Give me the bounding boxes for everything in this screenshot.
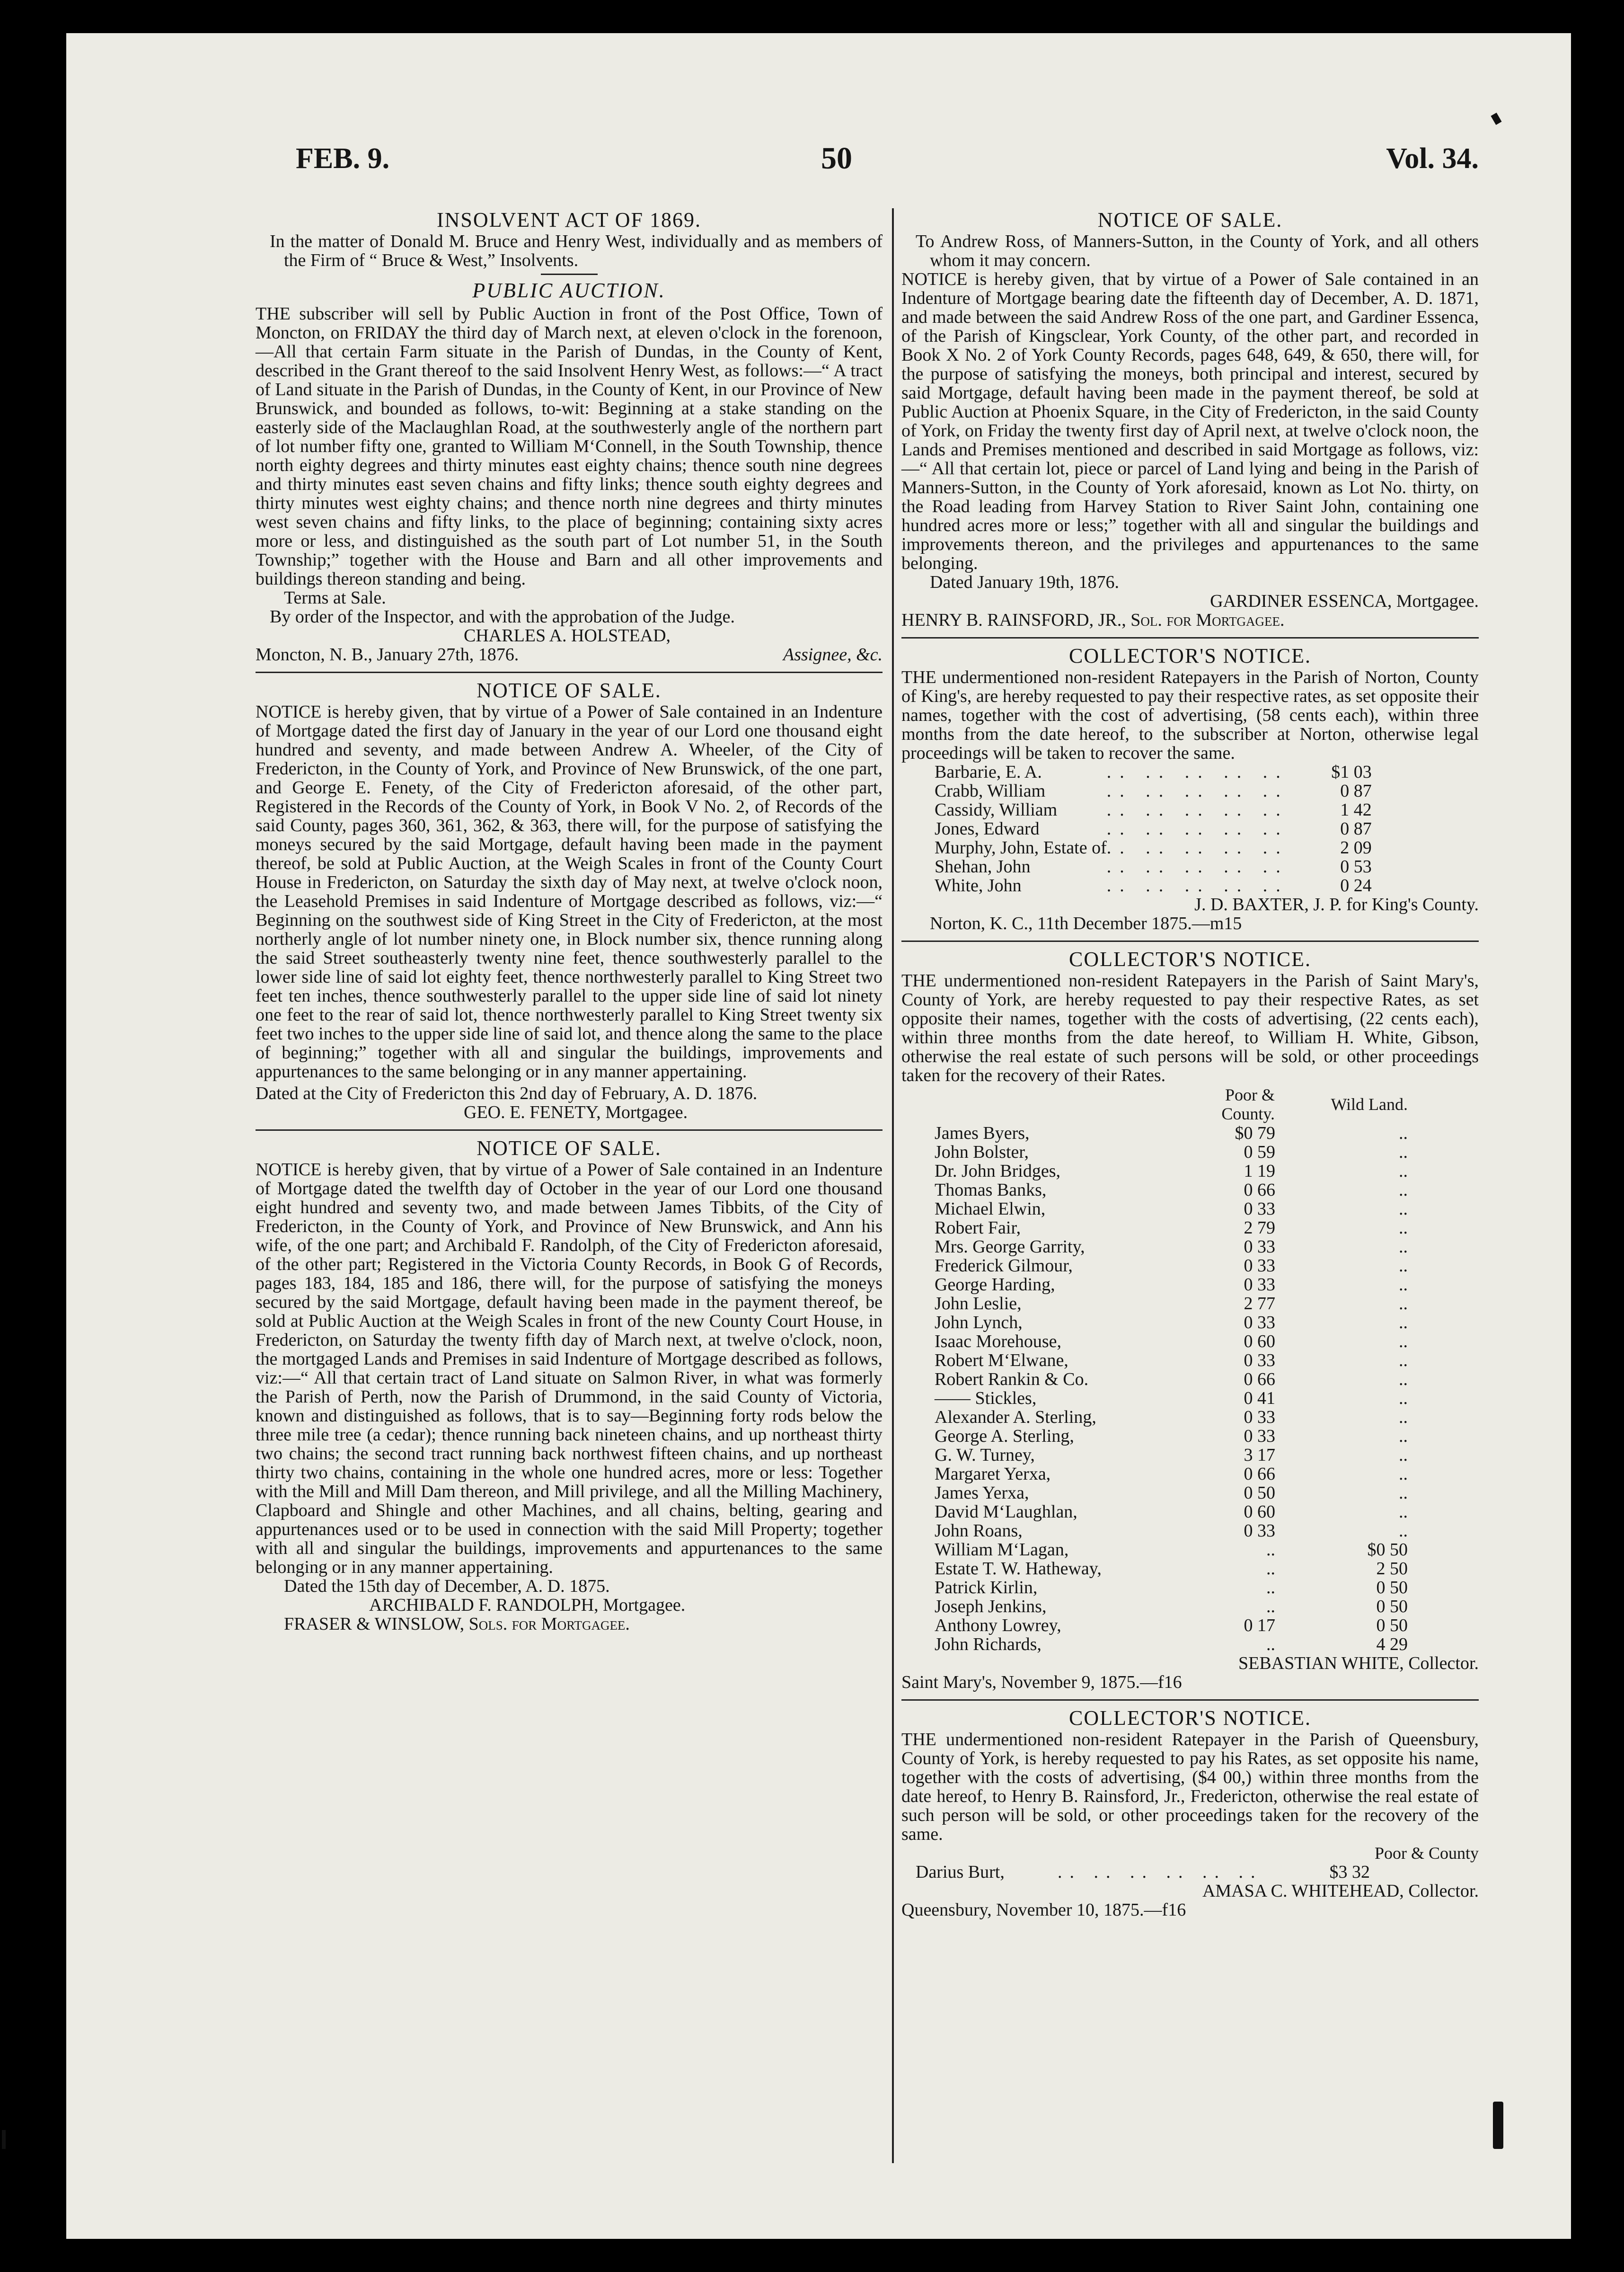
notice-signer: J. D. BAXTER, J. P. for King's County.: [1194, 895, 1479, 914]
table-row: [901, 1446, 1417, 1464]
wild-land-amount: ..: [1399, 1313, 1408, 1332]
notice-solicitor: HENRY B. RAINSFORD, JR., Sol. for Mortgagee.: [901, 610, 1285, 630]
notice-signer: CHARLES A. HOLSTEAD,: [464, 626, 671, 646]
notice-role: Assignee, &c.: [783, 645, 883, 665]
notice-signer: GARDINER ESSENCA, Mortgagee.: [1210, 591, 1479, 611]
notice-dated: Dated January 19th, 1876.: [930, 572, 1119, 592]
wild-land-amount: ..: [1399, 1369, 1408, 1389]
ratepayer-name: Anthony Lowrey,: [935, 1615, 1061, 1635]
poor-county-amount: 0 60: [1244, 1331, 1275, 1351]
table-row: [901, 1483, 1417, 1502]
ratepayer-name: Robert Rankin & Co.: [935, 1369, 1089, 1389]
ratepayer-name: Murphy, John, Estate of: [935, 838, 1107, 858]
leader-dots: .. .. .. .. ..: [1106, 838, 1289, 858]
notice-signer: SEBASTIAN WHITE, Collector.: [1238, 1653, 1479, 1673]
poor-county-amount: ..: [1266, 1559, 1275, 1579]
table-row: [901, 1578, 1417, 1597]
poor-county-amount: 0 66: [1244, 1180, 1275, 1200]
table-row: [901, 1427, 1417, 1446]
wild-land-amount: ..: [1399, 1142, 1408, 1162]
table-row: [901, 1635, 1417, 1654]
wild-land-amount: ..: [1399, 1388, 1408, 1408]
wild-land-amount: ..: [1399, 1199, 1408, 1219]
ratepayer-name: John Richards,: [935, 1634, 1041, 1654]
table-row: [901, 1256, 1417, 1275]
poor-county-amount: 1 19: [1244, 1161, 1275, 1181]
ratepayer-name: Cassidy, William: [935, 800, 1058, 820]
left-column: [256, 208, 883, 1633]
notice-of-sale-fenety: [256, 679, 883, 1122]
ratepayer-name: George A. Sterling,: [935, 1426, 1074, 1446]
notice-title: COLLECTOR'S NOTICE.: [1068, 644, 1311, 667]
leader-dots: .. .. .. .. ..: [1106, 800, 1289, 820]
ratepayer-name: John Roans,: [935, 1521, 1023, 1541]
table-row: [901, 838, 1372, 857]
rate-amount: $3 32: [1329, 1862, 1370, 1882]
ratepayer-name: Jones, Edward: [935, 819, 1040, 839]
notice-body: THE undermentioned non-resident Ratepayers in the Parish of Norton, County of King's, are hereby requested to pay their respective rates, as set opposite their names, together with the cost of advertising, (58 cents each), within three months from the date hereof, to the subscriber at Norton, otherwise legal proceedings will be taken to recover the same.: [901, 667, 1479, 763]
ratepayer-name: Patrick Kirlin,: [935, 1578, 1038, 1598]
poor-county-amount: 0 59: [1244, 1142, 1275, 1162]
poor-county-amount: ..: [1266, 1540, 1275, 1560]
table-row: [901, 1332, 1417, 1351]
wild-land-amount: ..: [1399, 1275, 1408, 1295]
column-divider: [892, 208, 894, 2163]
wild-land-amount: ..: [1399, 1180, 1408, 1200]
wild-land-amount: 2 50: [1376, 1559, 1408, 1579]
wild-land-amount: ..: [1399, 1464, 1408, 1484]
poor-county-amount: $0 79: [1235, 1123, 1275, 1143]
ratepayer-name: John Leslie,: [935, 1294, 1022, 1314]
section-divider: [256, 672, 883, 673]
ratepayer-name: John Bolster,: [935, 1142, 1029, 1162]
table-row: [901, 1313, 1417, 1332]
notice-dated: Dated at the City of Fredericton this 2nd day of February, A. D. 1876.: [256, 1083, 758, 1103]
rate-amount: 0 24: [1340, 876, 1372, 896]
wild-land-amount: ..: [1399, 1294, 1408, 1314]
rate-amount: 0 87: [1340, 819, 1372, 839]
table-row: [901, 1218, 1417, 1237]
ratepayer-name: Mrs. George Garrity,: [935, 1237, 1085, 1257]
notice-place-date: Moncton, N. B., January 27th, 1876.: [256, 645, 519, 665]
table-row: [901, 1559, 1417, 1578]
ratepayer-name: James Byers,: [935, 1123, 1030, 1143]
table-row: [901, 1180, 1417, 1199]
table-row: [901, 819, 1372, 838]
section-divider: [256, 1129, 883, 1131]
ratepayer-name: Shehan, John: [935, 857, 1031, 877]
notice-place-date: Queensbury, November 10, 1875.—f16: [901, 1900, 1186, 1920]
ratepayer-name: William M‘Lagan,: [935, 1540, 1069, 1560]
wild-land-amount: 0 50: [1376, 1615, 1408, 1635]
poor-county-amount: 2 79: [1244, 1218, 1275, 1238]
table-row: [901, 1521, 1417, 1540]
wild-land-amount: ..: [1399, 1426, 1408, 1446]
ratepayer-table: [901, 1863, 1370, 1882]
ratepayer-name: John Lynch,: [935, 1313, 1023, 1332]
ratepayer-name: Alexander A. Sterling,: [935, 1407, 1096, 1427]
ratepayer-name: Robert Fair,: [935, 1218, 1021, 1238]
table-row: [901, 1294, 1417, 1313]
notice-body: NOTICE is hereby given, that by virtue of a Power of Sale contained in an Indenture of Mortgage dated the twelfth day of October in the year of our Lord one thousand eight hundred and seventy two, and made between James Tibbits, of the City of Fredericton, in the County of York, and Province of New Brunswick, and Ann his wife, of the one part; and Archibald F. Randolph, of the City of Fredericton aforesaid, of the other part; Registered in the Victoria County Records, in Book G of Records, pages 183, 184, 185 and 186, there will, for the purpose of satisfying the moneys secured by the said Mortgage, default having been made in the payment thereof, be sold at Public Auction at the Weigh Scales in front of the new County Court House, in Fredericton, on Saturday the twenty fifth day of March next, at twelve o'clock, noon, the mortgaged Lands and Premises in said Indenture of Mortgage described as follows, viz:—“ All that certain tract of Land situate on Salmon River, in what was formerly the Parish of Perth, now the Parish of Drummond, in the said County of Victoria, known and distinguished as follows, that is to say—Beginning forty rods below the three mile tree (a cedar); thence running back nineteen chains, and up northeast thirty two chains; the second tract running back northwest fifteen chains, and up northeast thirty two chains, containing in the whole one hundred acres, more or less: Together with the Mill and Mill Dam thereon, and Mill privilege, and all the Milling Machinery, Clapboard and Shingle and other Machines, and all chains, belting, gearing and appurtenances used or to be used in connection with the said Mill Property; together with all and singular the buildings, improvements and appurtenances to the same belonging or in any manner appertaining.: [256, 1160, 883, 1577]
table-row: [901, 1408, 1417, 1427]
leader-dots: .. .. .. .. .. ..: [1058, 1862, 1263, 1882]
ratepayer-name: Crabb, William: [935, 781, 1046, 801]
notice-dated: Dated the 15th day of December, A. D. 1875.: [284, 1576, 610, 1596]
ink-blot: [1493, 2102, 1503, 2149]
wild-land-amount: ..: [1399, 1483, 1408, 1503]
poor-county-amount: 0 66: [1244, 1369, 1275, 1389]
ratepayer-name: Michael Elwin,: [935, 1199, 1046, 1219]
notice-body: NOTICE is hereby given, that by virtue of a Power of Sale contained in an Indenture of Mortgage dated the first day of January in the year of our Lord one thousand eight hundred and seventy, and made between Andrew A. Wheeler, of the City of Fredericton, in the County of York, and Province of New Brunswick, of the one part, and George E. Fenety, of the City of Fredericton aforesaid, of the other part, Registered in the Records of the County of York, in Book V No. 2, of Records of the said County, pages 360, 361, 362, & 363, there will, for the purpose of satisfying the moneys secured by the said Mortgage, default having been made in the payment thereof, be sold at Public Auction, at the Weigh Scales in front of the County Court House in Fredericton, on Saturday the sixth day of May next, at twelve o'clock noon, the Leasehold Premises in said Indenture of Mortgage described as follows, viz:—“ Beginning on the southwest side of King Street in the City of Fredericton, at the most northerly angle of lot number ninety one, in Block number six, thence running along the said Street southeasterly twenty nine feet, thence southwesterly parallel to the lower side line of said lot eighty feet, thence northwesterly parallel to King Street two feet ten inches, thence southwesterly parallel to the upper side line of said lot ninety one feet to the rear of said lot, thence northwesterly parallel to King Street twenty six feet two inches to the upper side line of said lot, and thence along the same to the place of beginning;” together with all and singular the buildings, improvements and appurtenances to the same belonging or in any manner appertaining.: [256, 702, 883, 1082]
table-row: [901, 1389, 1417, 1408]
right-column: [901, 208, 1479, 1919]
ratepayer-name: Isaac Morehouse,: [935, 1331, 1062, 1351]
table-row: [901, 876, 1372, 895]
wild-land-amount: ..: [1399, 1407, 1408, 1427]
poor-county-amount: 0 33: [1244, 1275, 1275, 1295]
notice-body: THE subscriber will sell by Public Auction in front of the Post Office, Town of Moncton, on FRIDAY the third day of March next, at eleven o'clock in the forenoon,—All that certain Farm situate in the Parish of Dundas, in the County of Kent, described in the Grant thereof to the said Insolvent Henry West, as follows:—“ A tract of Land situate in the Parish of Dundas, in the County of Kent, in our Province of New Brunswick, and bounded as follows, to-wit: Beginning at a stake standing on the easterly side of the Maclaughlan Road, at the southwesterly angle of the northern part of lot number fifty one, granted to William M‘Connell, in the South Township, thence north eighty degrees and thirty minutes east eighty chains; thence south nine degrees and thirty minutes east seven chains and fifty links; thence south eighty degrees and thirty minutes west eighty chains; and thence north nine degrees and thirty minutes west seven chains and fifty links, to the place of beginning; containing sixty acres more or less, and distinguished as the south part of Lot number 51, in the South Township;” together with the House and Barn and all other improvements and buildings thereon standing and being.: [256, 304, 883, 589]
ratepayer-name: White, John: [935, 876, 1022, 896]
notice-place-date: Saint Mary's, November 9, 1875.—f16: [901, 1672, 1182, 1692]
ratepayer-name: Dr. John Bridges,: [935, 1161, 1060, 1181]
wild-land-amount: ..: [1399, 1350, 1408, 1370]
notice-signer: ARCHIBALD F. RANDOLPH, Mortgagee.: [369, 1595, 686, 1615]
table-row: [901, 1162, 1417, 1180]
notice-subtitle: PUBLIC AUCTION.: [472, 279, 666, 302]
poor-county-amount: 0 17: [1244, 1615, 1275, 1635]
table-row: [901, 857, 1372, 876]
ratepayer-table: [901, 763, 1372, 895]
rate-amount: 1 42: [1340, 800, 1372, 820]
poor-county-amount: ..: [1266, 1578, 1275, 1598]
table-row: [901, 1863, 1370, 1882]
ratepayer-name: Robert M‘Elwane,: [935, 1350, 1068, 1370]
table-row: [901, 781, 1372, 800]
wild-land-amount: ..: [1399, 1256, 1408, 1276]
table-header-row: [901, 1085, 1417, 1124]
wild-land-amount: ..: [1399, 1502, 1408, 1522]
short-divider: [541, 274, 598, 275]
wild-land-header: Wild Land.: [1331, 1095, 1408, 1114]
notice-intro: To Andrew Ross, of Manners-Sutton, in the County of York, and all others whom it may concern.: [916, 231, 1479, 270]
table-row: [901, 1275, 1417, 1294]
table-row: [901, 800, 1372, 819]
gazette-page: [66, 33, 1571, 2239]
poor-county-amount: 0 60: [1244, 1502, 1275, 1522]
notice-of-sale-randolph: [256, 1136, 883, 1633]
wild-land-amount: 4 29: [1376, 1634, 1408, 1654]
table-row: [901, 1351, 1417, 1370]
notice-title: COLLECTOR'S NOTICE.: [1068, 948, 1311, 971]
poor-county-amount: ..: [1266, 1597, 1275, 1616]
wild-land-amount: ..: [1399, 1331, 1408, 1351]
name-header: [901, 1085, 1200, 1124]
poor-county-amount: 0 33: [1244, 1256, 1275, 1276]
leader-dots: .. .. .. .. ..: [1106, 762, 1289, 782]
notice-signer: AMASA C. WHITEHEAD, Collector.: [1202, 1881, 1479, 1901]
rate-amount: 0 53: [1340, 857, 1372, 877]
table-row: [901, 763, 1372, 781]
rate-amount: 0 87: [1340, 781, 1372, 801]
poor-county-amount: 3 17: [1244, 1445, 1275, 1465]
wild-land-amount: ..: [1399, 1218, 1408, 1238]
table-row: [901, 1616, 1417, 1635]
leader-dots: .. .. .. .. ..: [1106, 819, 1289, 839]
notice-title: COLLECTOR'S NOTICE.: [1068, 1706, 1311, 1730]
collectors-notice-norton: [901, 644, 1479, 933]
poor-county-amount: 0 41: [1244, 1388, 1275, 1408]
page-number: 50: [821, 141, 852, 176]
poor-county-amount: 0 33: [1244, 1426, 1275, 1446]
table-row: [901, 1199, 1417, 1218]
table-row: [901, 1237, 1417, 1256]
ratepayer-name: Estate T. W. Hatheway,: [935, 1559, 1102, 1579]
ratepayer-name: Darius Burt,: [916, 1862, 1005, 1882]
poor-county-amount: 0 33: [1244, 1521, 1275, 1541]
notice-title: NOTICE OF SALE.: [477, 1136, 662, 1160]
notice-body: THE undermentioned non-resident Ratepayer in the Parish of Queensbury, County of York, is hereby requested to pay his Rates, as set opposite his name, together with the costs of advertising, ($4 00,) within three months from the date hereof, to Henry B. Rainsford, Jr., Fredericton, otherwise the real estate of such person will be sold, or other proceedings taken for the recovery of the same.: [901, 1730, 1479, 1844]
section-divider: [901, 637, 1479, 639]
poor-county-amount: 0 33: [1244, 1237, 1275, 1257]
collectors-notice-queensbury: [901, 1706, 1479, 1919]
rate-amount: 2 09: [1340, 838, 1372, 858]
table-row: [901, 1597, 1417, 1616]
leader-dots: .. .. .. .. ..: [1106, 857, 1289, 877]
notice-signer: GEO. E. FENETY, Mortgagee.: [464, 1102, 688, 1122]
section-divider: [901, 941, 1479, 942]
ratepayer-name: Thomas Banks,: [935, 1180, 1047, 1200]
wild-land-amount: ..: [1399, 1521, 1408, 1541]
notice-place-date: Norton, K. C., 11th December 1875.—m15: [930, 914, 1242, 933]
ratepayer-name: James Yerxa,: [935, 1483, 1029, 1503]
notice-title: NOTICE OF SALE.: [477, 679, 662, 702]
ratepayer-name: G. W. Turney,: [935, 1445, 1035, 1465]
poor-county-header: Poor & County: [1374, 1844, 1479, 1863]
wild-land-amount: ..: [1399, 1445, 1408, 1465]
wild-land-amount: 0 50: [1376, 1578, 1408, 1598]
leader-dots: .. .. .. .. ..: [1106, 781, 1289, 801]
notice-of-sale-essenca: [901, 208, 1479, 630]
wild-land-amount: $0 50: [1367, 1540, 1408, 1560]
table-row: [901, 1143, 1417, 1162]
ratepayer-name: Joseph Jenkins,: [935, 1597, 1047, 1616]
notice-intro: In the matter of Donald M. Bruce and Henry West, individually and as members of the Firm of “ Bruce & West,” Insolvents.: [270, 231, 883, 270]
poor-county-amount: 0 33: [1244, 1407, 1275, 1427]
notice-solicitors: FRASER & WINSLOW, Sols. for Mortgagee.: [284, 1614, 630, 1634]
ratepayer-table: [901, 1085, 1417, 1654]
rate-amount: $1 03: [1331, 762, 1372, 782]
table-row: [901, 1370, 1417, 1389]
poor-county-header: Poor & County.: [1221, 1085, 1275, 1123]
poor-county-amount: 0 33: [1244, 1350, 1275, 1370]
section-divider: [901, 1699, 1479, 1701]
collectors-notice-saint-marys: [901, 948, 1479, 1692]
ratepayer-name: George Harding,: [935, 1275, 1055, 1295]
poor-county-amount: 0 66: [1244, 1464, 1275, 1484]
poor-county-amount: 0 50: [1244, 1483, 1275, 1503]
poor-county-amount: 0 33: [1244, 1313, 1275, 1332]
poor-county-amount: 2 77: [1244, 1294, 1275, 1314]
wild-land-amount: ..: [1399, 1161, 1408, 1181]
notice-footer: [256, 645, 883, 664]
notice-body: THE undermentioned non-resident Ratepayers in the Parish of Saint Mary's, County of York, are hereby requested to pay their respective Rates, as set opposite their names, together with the costs of advertising, (22 cents each), within three months from the date hereof, to William H. White, Gibson, otherwise the real estate of such persons will be sold, or other proceedings taken for the recovery of their Rates.: [901, 971, 1479, 1085]
wild-land-amount: ..: [1399, 1123, 1408, 1143]
notice-body: NOTICE is hereby given, that by virtue of a Power of Sale contained in an Indenture of Mortgage bearing date the fifteenth day of December, A. D. 1871, and made between the said Andrew Ross of the one part, and Gardiner Essenca, of the Parish of Kingsclear, York County, of the other part, and recorded in Book X No. 2 of York County Records, pages 648, 649, & 650, there will, for the purpose of satisfying the moneys, both principal and interest, secured by said Mortgage, default having been made in the payment thereof, be sold at Public Auction at Phoenix Square, in the City of Fredericton, in the said County of York, on Friday the twenty first day of April next, at twelve o'clock noon, the Lands and Premises mentioned and described in said Mortgage as follows, viz:—“ All that certain lot, piece or parcel of Land lying and being in the Parish of Manners-Sutton, in the County of York aforesaid, known as Lot No. thirty, on the Road leading from Harvey Station to River Saint John, containing one hundred acres more or less;” together with all and singular the buildings and improvements thereon, and the privileges and appurtenances to the same belonging.: [901, 269, 1479, 573]
poor-county-amount: 0 33: [1244, 1199, 1275, 1219]
notice-order: By order of the Inspector, and with the approbation of the Judge.: [270, 607, 735, 627]
ratepayer-name: Frederick Gilmour,: [935, 1256, 1073, 1276]
issue-date: FEB. 9.: [296, 142, 390, 175]
wild-land-amount: 0 50: [1376, 1597, 1408, 1616]
leader-dots: .. .. .. .. ..: [1106, 876, 1289, 896]
notice-terms: Terms at Sale.: [284, 588, 386, 608]
volume-number: Vol. 34.: [1386, 142, 1479, 175]
ratepayer-name: David M‘Laughlan,: [935, 1502, 1077, 1522]
ratepayer-name: Barbarie, E. A.: [935, 762, 1042, 782]
ratepayer-name: Margaret Yerxa,: [935, 1464, 1051, 1484]
wild-land-amount: ..: [1399, 1237, 1408, 1257]
poor-county-amount: ..: [1266, 1634, 1275, 1654]
table-row: [901, 1540, 1417, 1559]
table-row: [901, 1502, 1417, 1521]
insolvent-act-notice: [256, 208, 883, 664]
ratepayer-name: —— Stickles,: [935, 1388, 1037, 1408]
notice-title: NOTICE OF SALE.: [1097, 208, 1283, 231]
notice-title: INSOLVENT ACT OF 1869.: [436, 208, 702, 231]
ink-speck: [2, 2130, 6, 2149]
table-row: [901, 1124, 1417, 1143]
table-row: [901, 1464, 1417, 1483]
